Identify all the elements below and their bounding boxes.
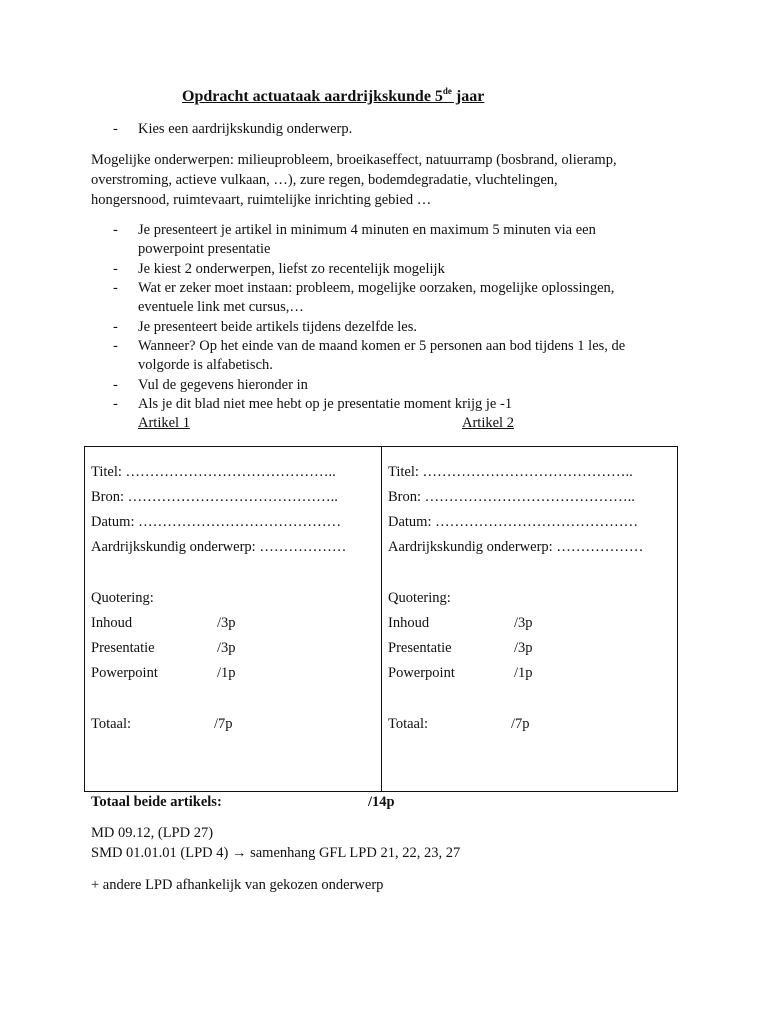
footer-line-3: + andere LPD afhankelijk van gekozen onderwerp bbox=[91, 877, 384, 893]
instruction-item: Je presenteert je artikel in minimum 4 minuten en maximum 5 minuten via een bbox=[138, 222, 596, 238]
instruction-item: Vul de gegevens hieronder in bbox=[138, 377, 308, 393]
first-bullet: Kies een aardrijkskundig onderwerp. bbox=[138, 121, 353, 137]
table-divider bbox=[381, 446, 382, 792]
totaal-label: Totaal: bbox=[91, 716, 132, 732]
titel-field[interactable]: Titel: …………………………………….. bbox=[91, 464, 336, 480]
inhoud-label: Inhoud bbox=[388, 615, 430, 631]
footer-line-2: SMD 01.01.01 (LPD 4) → samenhang GFL LPD 21, 22, 23, 27 bbox=[91, 845, 461, 861]
presentatie-score: /3p bbox=[514, 640, 533, 656]
total-both-score: /14p bbox=[368, 794, 395, 810]
powerpoint-label: Powerpoint bbox=[388, 665, 455, 681]
article-2-header: Artikel 2 bbox=[462, 415, 514, 431]
bullet-dash: - bbox=[113, 121, 118, 137]
presentatie-label: Presentatie bbox=[91, 640, 155, 656]
instruction-item-cont: powerpoint presentatie bbox=[138, 241, 271, 257]
subjects-paragraph: Mogelijke onderwerpen: milieuprobleem, broeikaseffect, natuurramp (bosbrand, olieramp, overstroming, actieve vulkaan, …), zure regen, bodemdegradatie, vluchtelingen, hongersnood, ruimtevaart, ruimtelijke inrichting gebied … bbox=[91, 152, 617, 208]
quotering-label: Quotering: bbox=[91, 590, 154, 606]
totaal-score: /7p bbox=[214, 716, 233, 732]
inhoud-label: Inhoud bbox=[91, 615, 133, 631]
footer-line-1: MD 09.12, (LPD 27) bbox=[91, 825, 214, 841]
bron-field[interactable]: Bron: …………………………………….. bbox=[91, 489, 338, 505]
inhoud-score: /3p bbox=[514, 615, 533, 631]
instruction-item: Wat er zeker moet instaan: probleem, mogelijke oorzaken, mogelijke oplossingen, bbox=[138, 280, 615, 296]
instruction-item: Wanneer? Op het einde van de maand komen er 5 personen aan bod tijdens 1 les, de bbox=[138, 338, 626, 354]
instruction-item-cont: eventuele link met cursus,… bbox=[138, 299, 304, 315]
totaal-score: /7p bbox=[511, 716, 530, 732]
instruction-item: Je kiest 2 onderwerpen, liefst zo recentelijk mogelijk bbox=[138, 261, 445, 277]
powerpoint-label: Powerpoint bbox=[91, 665, 158, 681]
datum-field[interactable]: Datum: …………………………………… bbox=[388, 514, 639, 530]
inhoud-score: /3p bbox=[217, 615, 236, 631]
instruction-item: Als je dit blad niet mee hebt op je presentatie moment krijg je -1 bbox=[138, 396, 513, 412]
bron-field[interactable]: Bron: …………………………………….. bbox=[388, 489, 635, 505]
presentatie-label: Presentatie bbox=[388, 640, 452, 656]
totaal-label: Totaal: bbox=[388, 716, 429, 732]
onderwerp-field[interactable]: Aardrijkskundig onderwerp: ……………… bbox=[388, 539, 644, 555]
quotering-label: Quotering: bbox=[388, 590, 451, 606]
titel-field[interactable]: Titel: …………………………………….. bbox=[388, 464, 633, 480]
powerpoint-score: /1p bbox=[217, 665, 236, 681]
instruction-item: Je presenteert beide artikels tijdens dezelfde les. bbox=[138, 319, 418, 335]
instruction-item-cont: volgorde is alfabetisch. bbox=[138, 357, 273, 373]
datum-field[interactable]: Datum: …………………………………… bbox=[91, 514, 342, 530]
total-both-label: Totaal beide artikels: bbox=[91, 794, 222, 810]
page-title: Opdracht actuataak aardrijkskunde 5de jaar bbox=[182, 86, 485, 105]
presentatie-score: /3p bbox=[217, 640, 236, 656]
article-1-header: Artikel 1 bbox=[138, 415, 190, 431]
onderwerp-field[interactable]: Aardrijkskundig onderwerp: ……………… bbox=[91, 539, 347, 555]
powerpoint-score: /1p bbox=[514, 665, 533, 681]
